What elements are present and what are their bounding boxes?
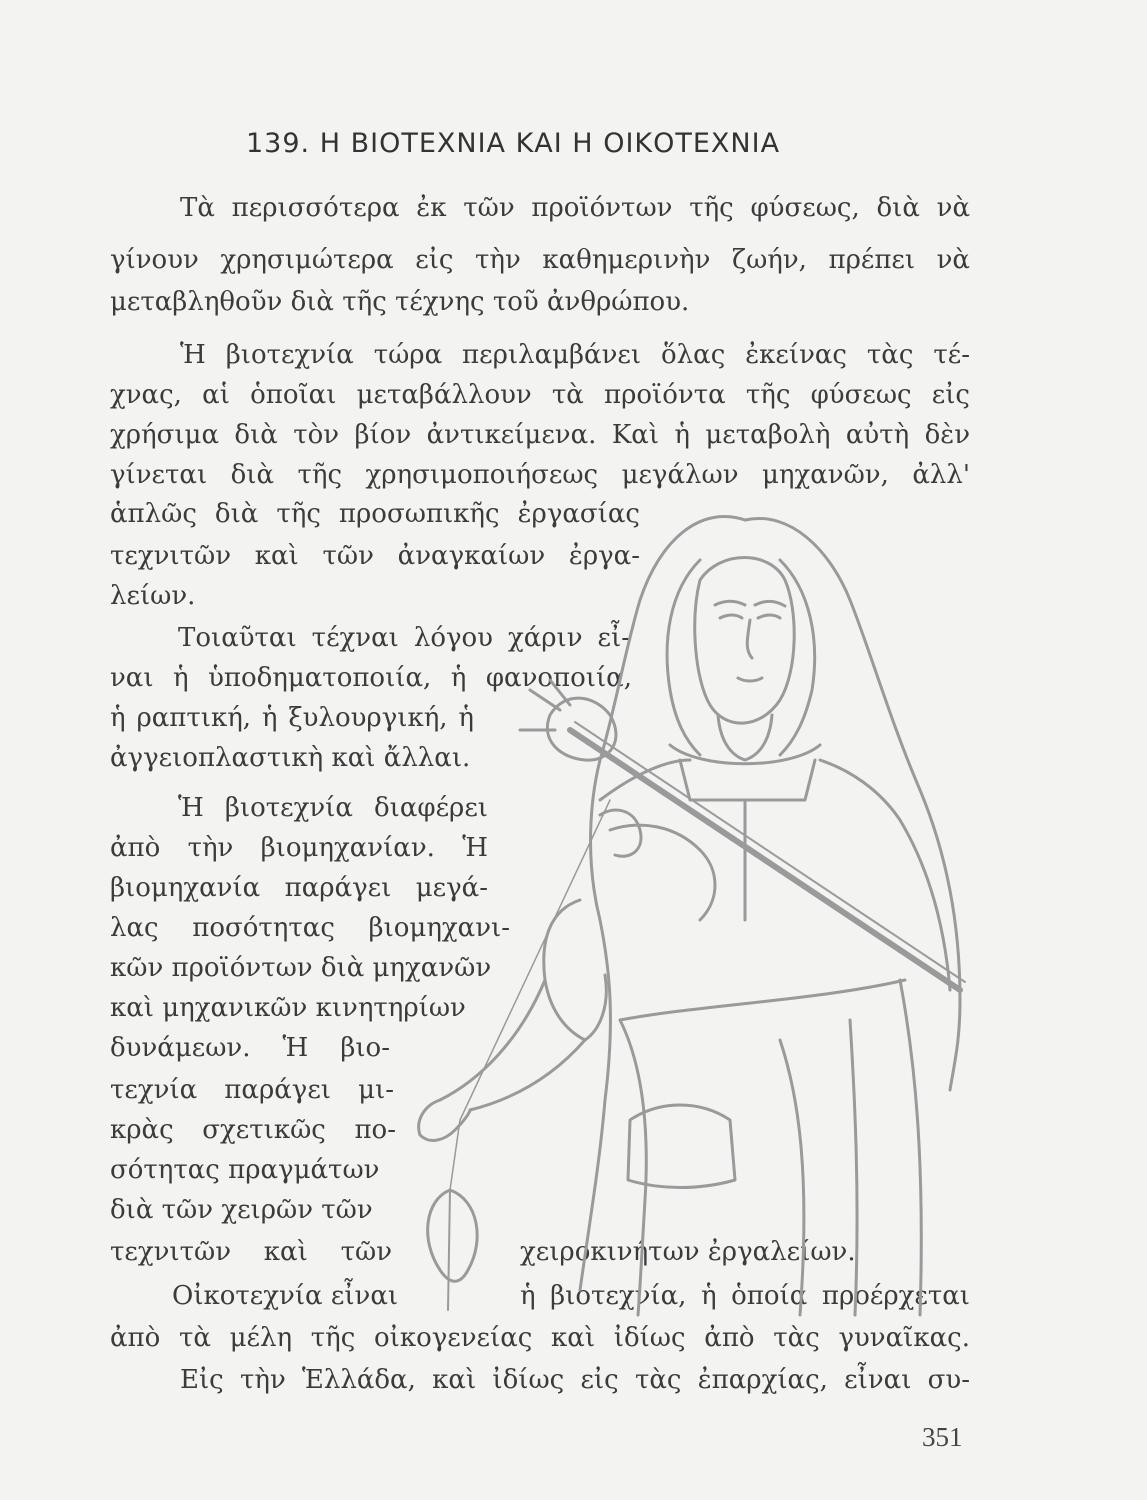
headscarf-outline bbox=[745, 518, 960, 1090]
thread bbox=[460, 800, 610, 1120]
chapter-heading: 139. Η ΒΙΟΤΕΧΝΙΑ ΚΑΙ Η ΟΙΚΟΤΕΧΝΙΑ bbox=[246, 128, 781, 159]
text-line: ἀπὸ τὰ μέλη τῆς οἰκογενείας καὶ ἰδίως ἀπὸ τὰς γυναῖκας. bbox=[110, 1323, 970, 1353]
collar bbox=[680, 760, 815, 800]
skirt-fold bbox=[850, 1020, 857, 1315]
eye bbox=[758, 615, 780, 618]
headscarf-outline bbox=[580, 517, 745, 1290]
headscarf-inner bbox=[780, 560, 815, 755]
blouse-outline bbox=[820, 760, 950, 990]
text-line: γίνουν χρησιμώτερα εἰς τὴν καθημερινὴν ζωήν, πρέπει νὰ bbox=[110, 245, 970, 275]
text-line: ἀγγειοπλαστικὴ καὶ ἄλλαι. bbox=[110, 743, 471, 773]
text-line: Εἰς τὴν Ἑλλάδα, καὶ ἰδίως εἰς τὰς ἐπαρχίας, εἶναι συ- bbox=[180, 1365, 970, 1395]
eyebrow bbox=[715, 601, 745, 605]
text-line: τεχνιτῶν καὶ τῶν bbox=[110, 1237, 392, 1267]
eye bbox=[720, 615, 742, 618]
text-line: Οἰκοτεχνία εἶναι bbox=[172, 1281, 399, 1311]
mouth bbox=[738, 678, 762, 681]
hand bbox=[419, 1100, 470, 1140]
distaff-rod bbox=[570, 730, 960, 990]
eyebrow bbox=[755, 601, 785, 606]
text-line: σότητας πραγμάτων bbox=[110, 1155, 380, 1185]
waist bbox=[620, 980, 905, 1020]
text-line: ἡ βιοτεχνία, ἡ ὁποία προέρχεται bbox=[520, 1281, 970, 1311]
forearm bbox=[470, 1040, 585, 1110]
text-line: διὰ τῶν χειρῶν τῶν bbox=[110, 1195, 373, 1225]
text-line: τεχνία παράγει μι- bbox=[110, 1075, 394, 1105]
sleeve-outline bbox=[585, 975, 606, 1040]
nose bbox=[747, 620, 752, 658]
sleeve-outline bbox=[544, 900, 585, 1040]
apron-outline bbox=[780, 1040, 804, 1315]
text-line: λείων. bbox=[110, 581, 196, 611]
skirt-outline bbox=[900, 980, 921, 1315]
text-line: κῶν προϊόντων διὰ μηχανῶν bbox=[110, 953, 492, 983]
text-line: γίνεται διὰ τῆς χρησιμοποιήσεως μεγάλων μηχανῶν, ἀλλ' bbox=[110, 460, 970, 490]
face-outline bbox=[695, 558, 794, 724]
text-line: ἁπλῶς διὰ τῆς προσωπικῆς ἐργασίας bbox=[110, 499, 640, 529]
text-line: ἡ ραπτική, ἡ ξυλουργική, ἡ bbox=[110, 703, 474, 733]
text-line: ἀπὸ τὴν βιομηχανίαν. Ἡ bbox=[110, 833, 488, 863]
hand bbox=[600, 810, 641, 856]
wool-fiber bbox=[520, 680, 570, 730]
text-line: Ἡ βιοτεχνία τώρα περιλαμβάνει ὅλας ἐκείνας τὰς τέ- bbox=[180, 340, 970, 370]
page-number: 351 bbox=[922, 1422, 963, 1452]
apron-outline bbox=[620, 1020, 646, 1315]
spindle-shaft bbox=[448, 1190, 450, 1310]
text-line: καὶ μηχανικῶν κινητηρίων bbox=[110, 993, 466, 1023]
text-line: κρὰς σχετικῶς πο- bbox=[110, 1115, 396, 1145]
text-line: λας ποσότητας βιομηχανι- bbox=[110, 913, 510, 943]
text-line: Τοιαῦται τέχναι λόγου χάριν εἶ- bbox=[178, 623, 630, 653]
text-line: Ἡ βιοτεχνία διαφέρει bbox=[178, 793, 488, 823]
text-line: μεταβληθοῦν διὰ τῆς τέχνης τοῦ ἀνθρώπου. bbox=[110, 287, 690, 317]
arm-outline bbox=[610, 825, 715, 920]
text-line: χρήσιμα διὰ τὸν βίον ἀντικείμενα. Καὶ ἡ μεταβολὴ αὐτὴ δὲν bbox=[110, 420, 970, 450]
text-line: Τὰ περισσότερα ἐκ τῶν προϊόντων τῆς φύσεως, διὰ νὰ bbox=[180, 193, 970, 223]
text-line: χνας, αἱ ὁποῖαι μεταβάλλουν τὰ προϊόντα τῆς φύσεως εἰς bbox=[110, 380, 970, 410]
text-line: βιομηχανία παράγει μεγά- bbox=[110, 873, 488, 903]
spindle-whorl bbox=[428, 1190, 478, 1281]
text-line: δυνάμεων. Ἡ βιο- bbox=[110, 1033, 390, 1063]
spinning-woman-illustration bbox=[400, 500, 975, 1320]
text-line: χειροκινήτων ἐργαλείων. bbox=[520, 1237, 856, 1267]
text-line: τεχνιτῶν καὶ τῶν ἀναγκαίων ἐργα- bbox=[110, 541, 640, 571]
text-line: ναι ἡ ὑποδηματοποιία, ἡ φανοποιία, bbox=[110, 663, 632, 693]
forearm bbox=[440, 980, 545, 1100]
